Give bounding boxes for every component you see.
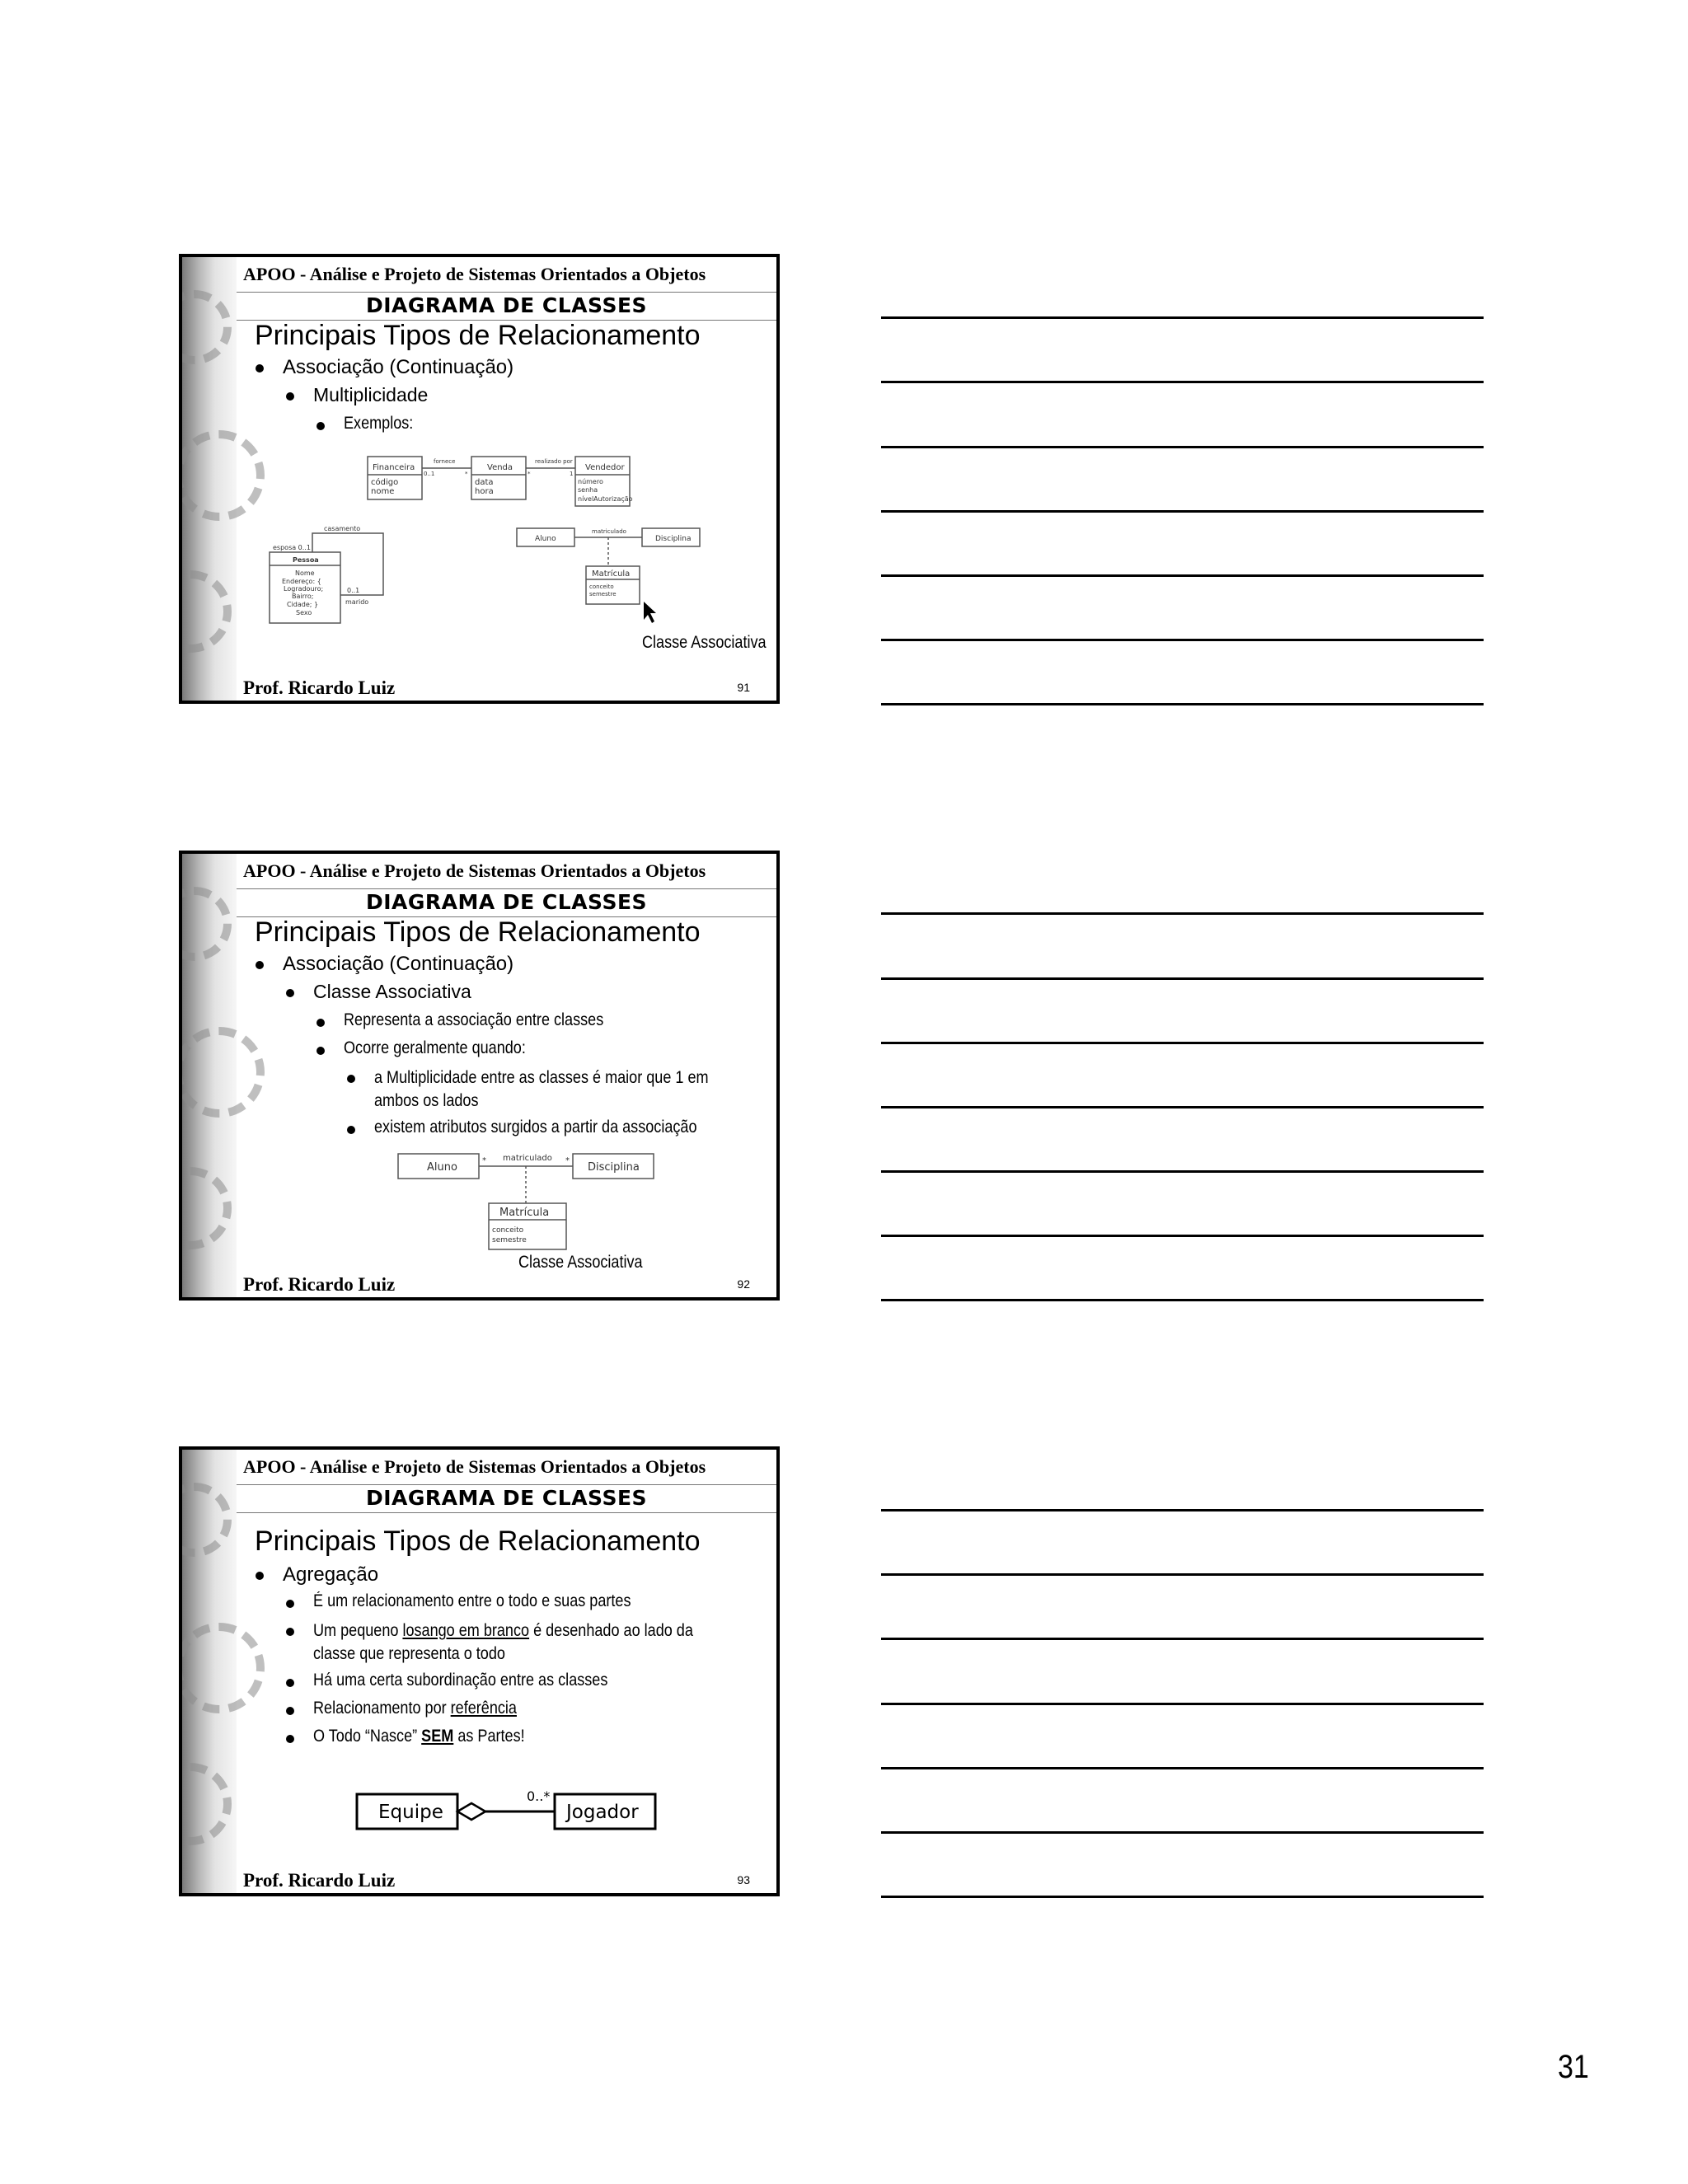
svg-text:Endereço: {: Endereço: { — [282, 578, 321, 585]
section-title: DIAGRAMA DE CLASSES — [365, 293, 648, 317]
svg-text:semestre: semestre — [492, 1236, 527, 1244]
slide-93 — [179, 1446, 780, 1896]
svg-text:*: * — [465, 471, 468, 477]
slide-92 — [179, 851, 780, 1301]
class-jogador: Jogador — [566, 1802, 639, 1823]
svg-text:Logradouro;: Logradouro; — [284, 585, 324, 593]
slide-number: 91 — [737, 681, 750, 694]
svg-text:Cidade; }: Cidade; } — [287, 601, 319, 608]
cursor-arrow-icon — [644, 602, 656, 623]
svg-text:Sexo: Sexo — [296, 609, 312, 616]
bullet-atributos: existem atributos surgidos a partir da associação — [374, 1118, 749, 1137]
class-financeira: Financeira — [373, 463, 415, 472]
svg-text:Nome: Nome — [295, 569, 315, 577]
caption-classe-associativa: Classe Associativa — [642, 633, 767, 652]
bullet-multiplicidade: Multiplicidade — [313, 384, 429, 405]
bullet-ocorre: Ocorre geralmente quando: — [344, 1038, 556, 1058]
slide-title: Principais Tipos de Relacionamento — [255, 916, 701, 948]
slide-footer: Prof. Ricardo Luiz — [243, 1274, 396, 1295]
bullet-exemplos: Exemplos: — [344, 414, 424, 434]
svg-text:0..1: 0..1 — [424, 471, 435, 477]
bullet-item-3: Há uma certa subordinação entre as classes — [313, 1671, 656, 1690]
svg-text:semestre: semestre — [589, 591, 617, 598]
svg-text:matriculado: matriculado — [503, 1154, 552, 1163]
svg-text:matriculado: matriculado — [592, 528, 626, 535]
class-disciplina: Disciplina — [588, 1161, 640, 1174]
bullet-classe-associativa: Classe Associativa — [313, 981, 471, 1002]
course-title: APOO - Análise e Projeto de Sistemas Orientados a Objetos — [243, 264, 706, 284]
bullet-item-1: É um relacionamento entre o todo e suas partes — [313, 1591, 682, 1611]
class-disciplina: Disciplina — [655, 535, 692, 543]
aggregation-diagram — [182, 1450, 780, 1896]
bullet-item-2: Um pequeno losango em branco é desenhado ao lado da classe que representa o todo — [313, 1619, 780, 1666]
class-matricula: Matrícula — [592, 569, 631, 579]
svg-text:marido: marido — [345, 598, 369, 606]
svg-text:número: número — [578, 478, 603, 485]
slide-number: 92 — [737, 1277, 750, 1291]
svg-text:fornece: fornece — [434, 458, 456, 465]
svg-text:1: 1 — [570, 471, 574, 477]
slide-number: 93 — [737, 1873, 750, 1886]
svg-text:esposa 0..1: esposa 0..1 — [273, 544, 311, 551]
slide-91 — [179, 254, 780, 704]
page-number: 31 — [1558, 2049, 1589, 2085]
aggregation-diamond-icon — [457, 1803, 485, 1820]
slide-title: Principais Tipos de Relacionamento — [255, 1526, 701, 1557]
section-title: DIAGRAMA DE CLASSES — [365, 890, 648, 914]
svg-text:*: * — [482, 1156, 486, 1165]
svg-text:código: código — [371, 478, 399, 487]
svg-text:casamento: casamento — [324, 525, 361, 532]
svg-text:data: data — [475, 478, 494, 487]
svg-text:*: * — [528, 471, 531, 477]
slide-title: Principais Tipos de Relacionamento — [255, 320, 701, 351]
bullet-agregacao: Agregação — [283, 1563, 379, 1586]
svg-text:nome: nome — [371, 487, 395, 496]
bullet-item-5: O Todo “Nasce” SEM as Partes! — [313, 1727, 559, 1746]
bullet-multiplicidade-maior: a Multiplicidade entre as classes é maior que 1 em ambos os lados — [374, 1066, 780, 1113]
course-title: APOO - Análise e Projeto de Sistemas Orientados a Objetos — [243, 1456, 706, 1477]
svg-text:conceito: conceito — [589, 583, 614, 590]
class-vendedor: Vendedor — [585, 463, 625, 472]
class-venda: Venda — [487, 463, 513, 472]
class-equipe: Equipe — [378, 1802, 443, 1823]
bullet-item-4: Relacionamento por referência — [313, 1699, 550, 1718]
caption-classe-associativa: Classe Associativa — [518, 1253, 643, 1272]
svg-text:hora: hora — [475, 487, 494, 496]
course-title: APOO - Análise e Projeto de Sistemas Orientados a Objetos — [243, 860, 706, 881]
class-aluno: Aluno — [535, 535, 556, 543]
bullet-representa: Representa a associação entre classes — [344, 1010, 646, 1030]
class-matricula: Matrícula — [499, 1207, 550, 1219]
class-aluno: Aluno — [427, 1161, 457, 1174]
class-pessoa: Pessoa — [293, 556, 319, 564]
svg-text:*: * — [565, 1156, 570, 1165]
svg-text:0..1: 0..1 — [347, 587, 360, 594]
svg-text:nívelAutorização: nívelAutorização — [578, 495, 633, 503]
slide-footer: Prof. Ricardo Luiz — [243, 1870, 396, 1891]
class-diagram-associativa — [182, 854, 780, 1301]
svg-text:senha: senha — [578, 486, 598, 494]
bullet-associacao: Associação (Continuação) — [283, 953, 514, 975]
slide-footer: Prof. Ricardo Luiz — [243, 677, 396, 698]
svg-text:realizado por: realizado por — [535, 458, 573, 465]
section-title: DIAGRAMA DE CLASSES — [365, 1486, 648, 1510]
svg-text:Bairro;: Bairro; — [292, 593, 314, 600]
svg-text:0..*: 0..* — [527, 1788, 551, 1804]
svg-text:conceito: conceito — [492, 1226, 524, 1235]
bullet-associacao: Associação (Continuação) — [283, 356, 514, 378]
